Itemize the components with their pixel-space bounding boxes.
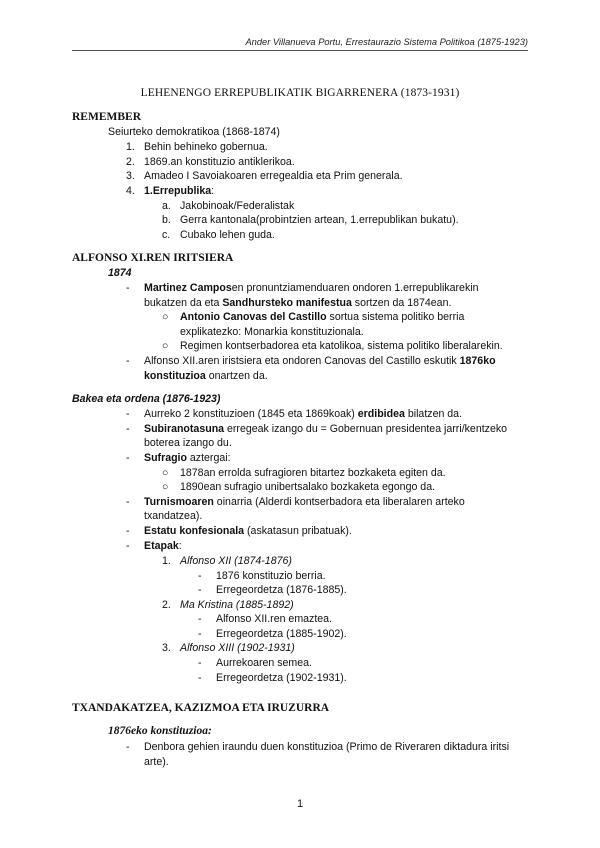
list-item: Amadeo I Savoiakoaren erregealdia eta Prim generala. bbox=[144, 170, 403, 182]
bold-term: Martinez Campos bbox=[144, 282, 232, 294]
circle-bullet: ○ bbox=[162, 481, 169, 493]
list-item: 1869.an konstituzio antiklerikoa. bbox=[144, 156, 295, 168]
paragraph-line: arte). bbox=[144, 756, 169, 768]
paragraph-line bbox=[144, 297, 451, 309]
etapa-item: Aurrekoaren semea. bbox=[216, 657, 312, 669]
text: : bbox=[178, 540, 182, 552]
heading-remember: REMEMBER bbox=[72, 111, 141, 123]
text: (askatasun pribatuak). bbox=[244, 525, 352, 537]
bold-term: Antonio Canovas del Castillo bbox=[180, 311, 327, 323]
page-number: 1 bbox=[296, 798, 304, 810]
dash-bullet: - bbox=[126, 525, 130, 537]
paragraph-line: 1890ean sufragio unibertsalako bozkaketa egongo da. bbox=[180, 481, 436, 493]
dash-bullet: - bbox=[126, 408, 130, 420]
paragraph-line: 1878an errolda sufragioren bitartez bozkaketa egiten da. bbox=[180, 467, 446, 479]
etapa-number: 2. bbox=[162, 599, 171, 611]
dash-bullet: - bbox=[126, 741, 130, 753]
sublist-item: Gerra kantonala(probintzien artean, 1.errepublikan bukatu). bbox=[180, 214, 459, 226]
header-rule bbox=[72, 50, 528, 51]
paragraph-line: txandatzea). bbox=[144, 510, 203, 522]
dash-bullet: - bbox=[126, 496, 130, 508]
sublist-letter: c. bbox=[162, 229, 171, 241]
bold-term: 1.Errepublika bbox=[144, 185, 212, 197]
list-number: 1. bbox=[126, 141, 135, 153]
text: bilatzen da. bbox=[404, 408, 463, 420]
etapa-item: Erregeordetza (1876-1885). bbox=[216, 584, 347, 596]
paragraph-line bbox=[144, 408, 462, 420]
bold-term: Sufragio bbox=[144, 452, 187, 464]
text: sortua sistema politiko berria bbox=[326, 311, 465, 323]
list-number: 3. bbox=[126, 170, 135, 182]
dash-bullet: - bbox=[198, 628, 202, 640]
dash-bullet: - bbox=[126, 452, 130, 464]
etapa-item: Alfonso XII.ren emaztea. bbox=[216, 613, 333, 625]
remember-intro: Seiurteko demokratikoa (1868-1874) bbox=[108, 126, 280, 138]
paragraph-line bbox=[144, 452, 231, 464]
circle-bullet: ○ bbox=[162, 340, 169, 352]
paragraph-line bbox=[144, 525, 352, 537]
paragraph-line bbox=[144, 423, 507, 435]
text: Aurreko 2 konstituzioen (1845 eta 1869koak) bbox=[144, 408, 358, 420]
bold-term: Subiranotasuna bbox=[144, 423, 225, 435]
text: sortzen da 1874ean. bbox=[351, 297, 452, 309]
dash-bullet: - bbox=[198, 584, 202, 596]
text: onartzen da. bbox=[205, 370, 268, 382]
etapa-title: Ma Kristina (1885-1892) bbox=[180, 599, 294, 611]
bold-term: erdibidea bbox=[357, 408, 405, 420]
running-header: Ander Villanueva Portu, Errestaurazio Sistema Politikoa (1875-1923) bbox=[245, 37, 528, 47]
dash-bullet: - bbox=[198, 613, 202, 625]
paragraph-line bbox=[144, 370, 268, 382]
subheading-bakea: Bakea eta ordena (1876-1923) bbox=[72, 393, 221, 405]
bold-term: Etapak bbox=[144, 540, 179, 552]
sublist-item: Jakobinoak/Federalistak bbox=[180, 200, 295, 212]
text: en pronuntziamenduaren ondoren 1.errepublikarekin bbox=[231, 282, 479, 294]
bold-term: Sandhursteko manifestua bbox=[222, 297, 352, 309]
heading-txandakatzea: TXANDAKATZEA, KAZIZMOA ETA IRUZURRA bbox=[72, 702, 330, 714]
etapa-item: 1876 konstituzio berria. bbox=[216, 570, 326, 582]
etapa-title: Alfonso XIII (1902-1931) bbox=[180, 642, 295, 654]
document-title: LEHENENGO ERREPUBLIKATIK BIGARRENERA (1873-1931) bbox=[140, 87, 460, 99]
sublist-item: Cubako lehen guda. bbox=[180, 229, 275, 241]
dash-bullet: - bbox=[198, 657, 202, 669]
text: : bbox=[211, 185, 215, 197]
dash-bullet: - bbox=[126, 282, 130, 294]
dash-bullet: - bbox=[126, 540, 130, 552]
paragraph-line: Denbora gehien iraundu duen konstituzioa (Primo de Riveraren diktadura iritsi bbox=[144, 741, 510, 753]
text: Alfonso XII.aren iristsiera eta ondoren Canovas del Castillo eskutik bbox=[144, 355, 460, 367]
text: oinarria (Alderdi kontserbadora eta liberalaren arteko bbox=[213, 496, 465, 508]
list-item: Behin behineko gobernua. bbox=[144, 141, 268, 153]
bold-term: konstituzioa bbox=[144, 370, 206, 382]
paragraph-line: Regimen kontserbadorea eta katolikoa, sistema politiko liberalarekin. bbox=[180, 340, 503, 352]
dash-bullet: - bbox=[126, 423, 130, 435]
paragraph-line bbox=[144, 355, 496, 367]
text: aztergai: bbox=[186, 452, 231, 464]
subheading-year: 1874 bbox=[108, 267, 132, 279]
paragraph-line: explikatezko: Monarkia konstituzionala. bbox=[180, 326, 364, 338]
dash-bullet: - bbox=[198, 672, 202, 684]
etapa-title: Alfonso XII (1874-1876) bbox=[180, 555, 292, 567]
paragraph-line: boterea izango du. bbox=[144, 437, 232, 449]
etapa-item: Erregeordetza (1885-1902). bbox=[216, 628, 347, 640]
list-number: 4. bbox=[126, 185, 135, 197]
subheading-konstituzioa: 1876eko konstituzioa: bbox=[108, 725, 212, 737]
circle-bullet: ○ bbox=[162, 311, 169, 323]
sublist-letter: b. bbox=[162, 214, 171, 226]
bold-term: Turnismoaren bbox=[144, 496, 214, 508]
text: bukatzen da eta bbox=[144, 297, 223, 309]
list-item bbox=[144, 185, 214, 197]
etapa-number: 3. bbox=[162, 642, 171, 654]
etapa-number: 1. bbox=[162, 555, 171, 567]
list-number: 2. bbox=[126, 156, 135, 168]
text: erregeak izango du = Gobernuan presidentea jarri/kentzeko bbox=[224, 423, 508, 435]
sublist-letter: a. bbox=[162, 200, 171, 212]
paragraph-line bbox=[144, 540, 182, 552]
heading-alfonso: ALFONSO XI.REN IRITSIERA bbox=[72, 252, 234, 264]
paragraph-line bbox=[144, 282, 478, 294]
dash-bullet: - bbox=[126, 355, 130, 367]
bold-term: Estatu konfesionala bbox=[144, 525, 245, 537]
paragraph-line bbox=[144, 496, 465, 508]
dash-bullet: - bbox=[198, 570, 202, 582]
paragraph-line bbox=[180, 311, 464, 323]
circle-bullet: ○ bbox=[162, 467, 169, 479]
bold-term: 1876ko bbox=[459, 355, 496, 367]
etapa-item: Erregeordetza (1902-1931). bbox=[216, 672, 347, 684]
